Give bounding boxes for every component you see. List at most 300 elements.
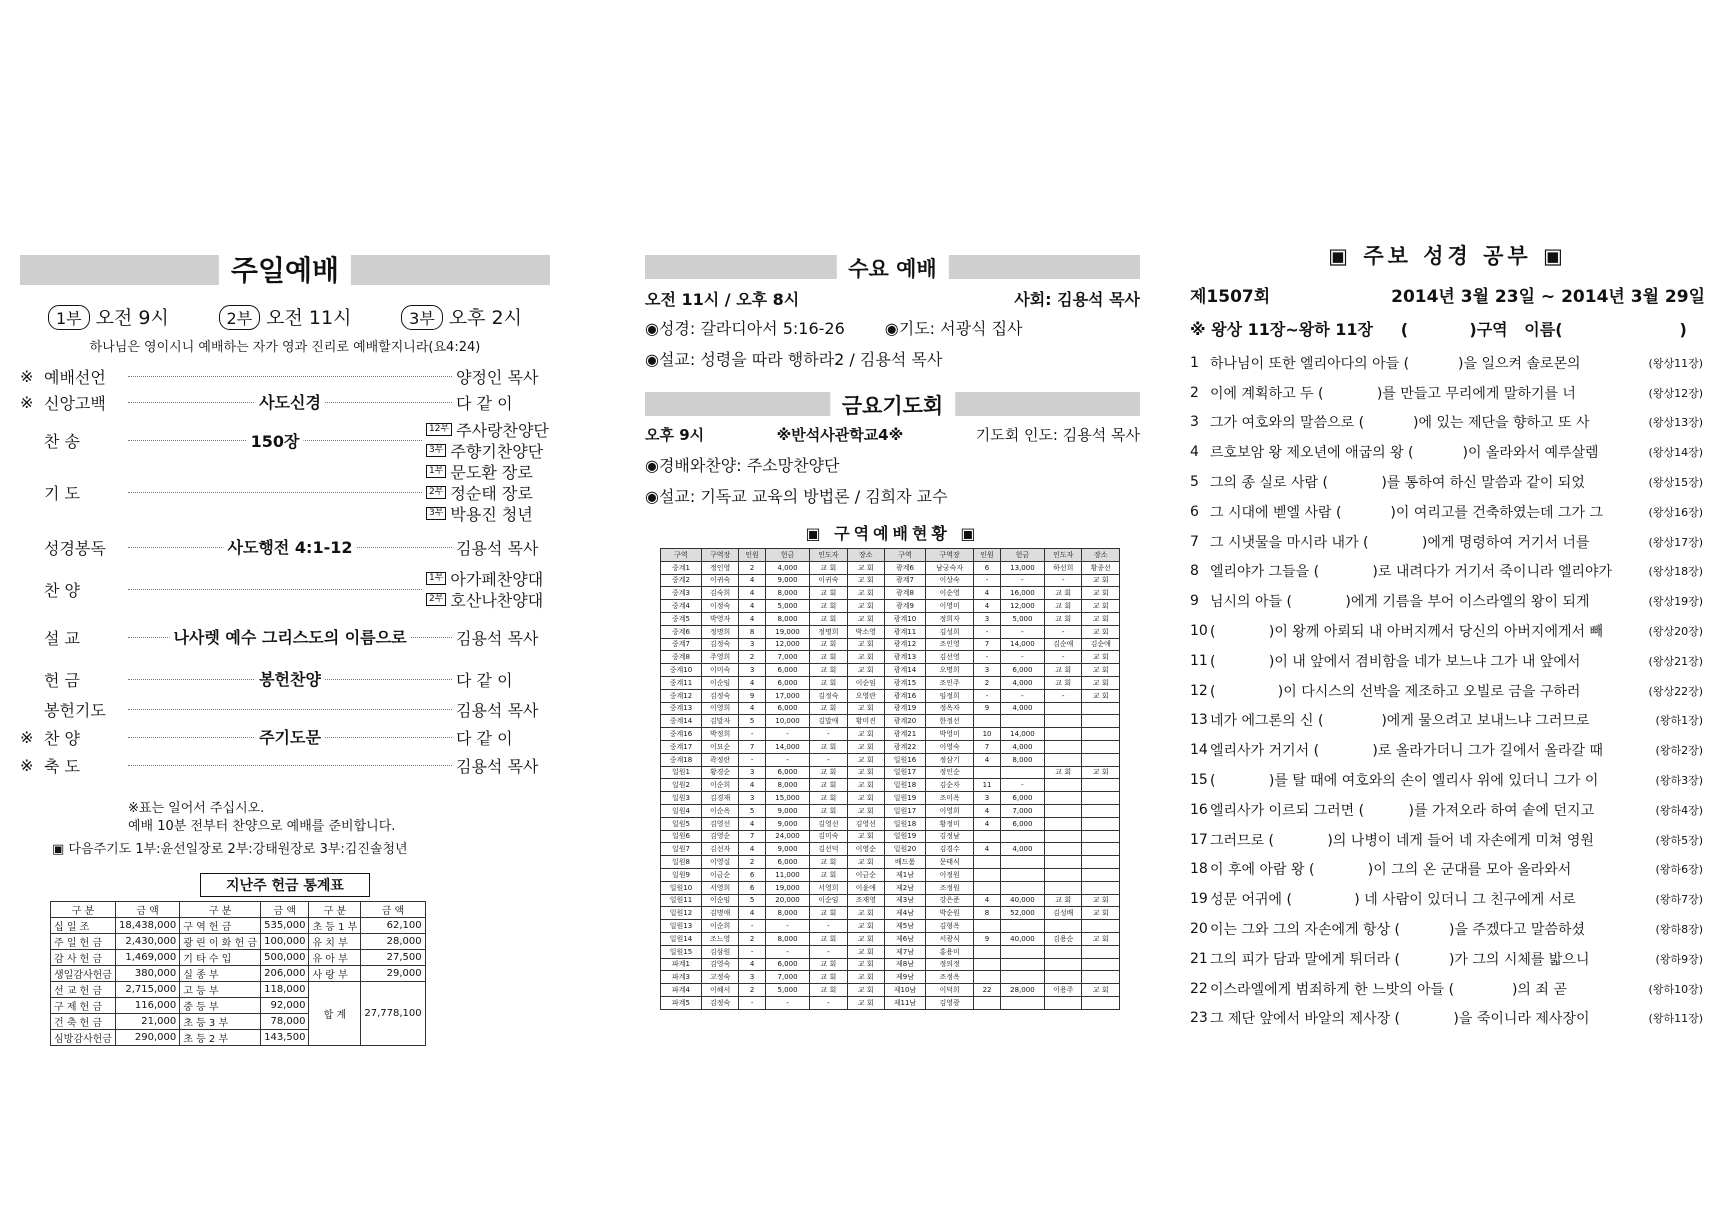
offering-amount: 116,000 [115, 998, 179, 1014]
time-2 [219, 303, 352, 330]
group-cell: 일원3 [661, 792, 702, 805]
group-cell: - [974, 625, 1001, 638]
group-cell: 교 회 [847, 984, 884, 997]
offering-category: 기 타 수 입 [180, 950, 261, 966]
group-cell: 교 회 [847, 651, 884, 664]
offering-amount: 380,000 [115, 966, 179, 982]
prayer-item [426, 503, 550, 524]
offering-amount: 100,000 [261, 934, 309, 950]
group-cell: 제1남 [885, 868, 926, 881]
fri-school: ※반석사관학교4※ [776, 426, 904, 444]
group-col-header: 헌금 [765, 549, 809, 562]
question-number: 8 [1190, 563, 1199, 580]
note-stand: ※표는 일어서 주십시오. [128, 801, 265, 816]
question-item [1190, 825, 1705, 855]
group-cell: 교 회 [810, 638, 847, 651]
group-cell [1000, 920, 1044, 933]
group-row [661, 792, 1120, 805]
fri-time: 오후 9시 [645, 426, 705, 444]
offering-amount: 29,000 [361, 966, 425, 982]
reading-row [20, 534, 550, 560]
group-cell: 중계13 [661, 702, 702, 715]
order-label: 신앙고백 [44, 393, 106, 413]
question-ref: (왕상21장) [1648, 654, 1703, 668]
group-cell: 교 회 [847, 702, 884, 715]
question-number: 4 [1190, 444, 1199, 461]
group-cell: 교 회 [847, 753, 884, 766]
col-header: 구 분 [51, 902, 116, 918]
group-cell: 중계10 [661, 664, 702, 677]
question-item [1190, 884, 1705, 914]
group-cell: 이영순 [847, 843, 884, 856]
group-cell [1082, 740, 1120, 753]
group-cell: 곽정란 [701, 753, 738, 766]
question-item [1190, 944, 1705, 974]
question-item [1190, 408, 1705, 438]
group-cell: - [974, 574, 1001, 587]
group-cell: 6 [974, 561, 1001, 574]
group-cell: 교 회 [847, 971, 884, 984]
order-row [20, 666, 550, 692]
time-text: 오전 9시 [95, 307, 169, 329]
praise-row [20, 568, 550, 610]
group-cell [974, 856, 1001, 869]
group-col-header: 인원 [974, 549, 1001, 562]
group-cell: 조인영 [925, 638, 973, 651]
question-text: 엘리사가 거기서 ( )로 올라가더니 그가 길에서 올라갈 때 [1210, 743, 1604, 760]
offering-amount: 143,500 [261, 1030, 309, 1046]
group-row [661, 894, 1120, 907]
prayer-list [426, 461, 550, 524]
group-cell: 서광식 [925, 932, 973, 945]
group-col-header: 구역장 [701, 549, 738, 562]
offering-category: 건 축 헌 금 [51, 1014, 116, 1030]
group-cell: 3 [739, 971, 766, 984]
group-cell: 조정옥 [925, 971, 973, 984]
leader-dots [128, 627, 452, 647]
leader-dots [128, 765, 452, 766]
fri-worship: ◉경배와찬양: 주소망찬양단 [645, 456, 840, 475]
offering-amount: 1,469,000 [115, 950, 179, 966]
group-cell: 2 [739, 856, 766, 869]
group-cell: 4 [739, 676, 766, 689]
group-cell: 서영희 [810, 881, 847, 894]
group-cell: - [765, 728, 809, 741]
group-cell [1045, 920, 1082, 933]
offering-title: 지난주 헌금 통계표 [200, 873, 370, 897]
prayer-person: 정순태 장로 [450, 484, 533, 503]
group-cell: 이혜서 [701, 984, 738, 997]
question-text: 엘리사가 이르되 그러면 ( )를 가져오라 하여 솥에 던지고 [1210, 802, 1595, 819]
group-cell: 14,000 [1000, 728, 1044, 741]
group-cell [974, 971, 1001, 984]
group-cell: 교 회 [1082, 907, 1120, 920]
question-item [1190, 735, 1705, 765]
group-row [661, 843, 1120, 856]
group-cell: 오영란 [847, 689, 884, 702]
service-tag: 2부 [426, 486, 446, 499]
group-cell: 11 [974, 779, 1001, 792]
group-cell: 4 [739, 958, 766, 971]
group-cell: 제9남 [885, 971, 926, 984]
group-cell [974, 715, 1001, 728]
group-row [661, 958, 1120, 971]
group-body [661, 549, 1120, 1010]
group-cell: 제7남 [885, 945, 926, 958]
group-cell [1045, 817, 1082, 830]
group-cell: - [765, 920, 809, 933]
question-list [1190, 348, 1705, 1033]
question-ref: (왕하2장) [1655, 744, 1703, 758]
wed-detail-row [645, 316, 1140, 339]
question-text: 그의 종 실로 사람 ( )를 통하여 하신 말씀과 같이 되었 [1210, 475, 1585, 492]
group-cell: 4 [739, 843, 766, 856]
group-cell: 김선덕 [810, 843, 847, 856]
group-row [661, 753, 1120, 766]
group-cell [1045, 792, 1082, 805]
group-cell: 교 회 [847, 766, 884, 779]
group-cell: 교 회 [847, 996, 884, 1009]
offering-category: 유 아 부 [309, 950, 361, 966]
group-cell: 8,000 [765, 587, 809, 600]
group-cell [1082, 996, 1120, 1009]
group-cell: 9,000 [765, 804, 809, 817]
group-cell: 교 회 [1045, 587, 1082, 600]
group-cell: 교 회 [1082, 664, 1120, 677]
group-cell: 광계14 [885, 664, 926, 677]
group-row [661, 932, 1120, 945]
group-cell [1082, 728, 1120, 741]
question-number: 15 [1190, 772, 1208, 789]
group-cell [1045, 715, 1082, 728]
group-cell: 이귀숙 [810, 574, 847, 587]
group-cell: 김선영 [925, 651, 973, 664]
order-person: 김용석 목사 [456, 700, 539, 720]
offering-category: 선 교 헌 금 [51, 982, 116, 998]
group-cell: 일원17 [885, 804, 926, 817]
group-cell: 김정남 [925, 830, 973, 843]
group-cell: 광계8 [885, 587, 926, 600]
group-cell: 정명희 [701, 625, 738, 638]
group-cell: 이묘순 [701, 740, 738, 753]
order-person: 다 같 이 [456, 728, 513, 748]
offering-category: 중 등 부 [180, 998, 261, 1014]
group-table [660, 548, 1120, 1010]
group-cell: 2 [739, 984, 766, 997]
group-cell: 4 [739, 702, 766, 715]
question-ref: (왕하4장) [1655, 803, 1703, 817]
prayer-item [426, 461, 550, 482]
group-cell: - [1045, 651, 1082, 664]
group-cell: 정인영 [701, 561, 738, 574]
offering-amount: 2,715,000 [115, 982, 179, 998]
question-ref: (왕하9장) [1655, 952, 1703, 966]
group-cell [1000, 715, 1044, 728]
leader-dots [128, 669, 452, 689]
group-cell: 52,000 [1000, 907, 1044, 920]
order-label: 설 교 [44, 628, 80, 648]
group-cell [1082, 702, 1120, 715]
group-cell: 12,000 [1000, 600, 1044, 613]
group-row [661, 702, 1120, 715]
group-cell: 김경재 [701, 792, 738, 805]
group-cell: 광계13 [885, 651, 926, 664]
group-cell: 김영순 [701, 830, 738, 843]
group-cell: 중계7 [661, 638, 702, 651]
group-col-header: 구역 [661, 549, 702, 562]
question-item [1190, 795, 1705, 825]
group-cell: 4 [974, 894, 1001, 907]
question-number: 13 [1190, 712, 1208, 729]
group-cell: - [974, 651, 1001, 664]
order-label: 기 도 [44, 484, 80, 503]
group-cell: 2 [739, 561, 766, 574]
group-cell: 김영숙 [701, 958, 738, 971]
group-cell: 이영희 [925, 804, 973, 817]
group-cell: 교 회 [847, 856, 884, 869]
prayer-item [426, 482, 550, 503]
group-row [661, 612, 1120, 625]
group-cell: 이순임 [701, 894, 738, 907]
group-cell: 이상숙 [925, 574, 973, 587]
offering-table [50, 901, 426, 1046]
group-cell: 14,000 [1000, 638, 1044, 651]
offering-category: 십 일 조 [51, 918, 116, 934]
order-person: 김용석 목사 [456, 538, 539, 558]
group-cell: 8,000 [1000, 753, 1044, 766]
group-cell: 이윤애 [847, 881, 884, 894]
group-cell: 28,000 [1000, 984, 1044, 997]
question-number: 3 [1190, 414, 1199, 431]
group-row [661, 651, 1120, 664]
group-cell: 김형옥 [925, 920, 973, 933]
group-row [661, 817, 1120, 830]
prayer-person: 박용진 청년 [450, 505, 533, 524]
group-cell: 이영미 [925, 600, 973, 613]
fri-sermon: ◉설교: 기독교 교육의 방법론 / 김희자 교수 [645, 487, 948, 506]
group-cell: 이순임 [810, 894, 847, 907]
group-cell: 제11남 [885, 996, 926, 1009]
leader-dots [128, 432, 422, 451]
group-cell: 6,000 [765, 766, 809, 779]
offering-row [51, 918, 426, 934]
order-label: 찬 송 [44, 431, 80, 451]
group-cell: 11,000 [765, 868, 809, 881]
offering-amount: 118,000 [261, 982, 309, 998]
group-cell: - [1000, 651, 1044, 664]
group-cell: 일원4 [661, 804, 702, 817]
leader-dots [128, 537, 452, 557]
offering-amount: 290,000 [115, 1030, 179, 1046]
hymn-row [20, 419, 550, 461]
group-row [661, 574, 1120, 587]
group-cell: 교 회 [1045, 600, 1082, 613]
sunday-title: 주일예배 [219, 249, 351, 289]
group-cell: 고정숙 [701, 971, 738, 984]
group-cell: 4 [739, 612, 766, 625]
group-cell: 교 회 [1082, 984, 1120, 997]
offering-category: 광 린 이 화 헌 금 [180, 934, 261, 950]
order-row [20, 389, 550, 415]
group-cell: 교 회 [810, 612, 847, 625]
group-row [661, 715, 1120, 728]
group-cell: 중계1 [661, 561, 702, 574]
group-cell: 교 회 [810, 971, 847, 984]
group-cell: 김용순 [1045, 932, 1082, 945]
order-row [20, 696, 550, 722]
group-cell: 15,000 [765, 792, 809, 805]
question-item [1190, 855, 1705, 885]
question-ref: (왕상17장) [1648, 535, 1703, 549]
question-ref: (왕하7장) [1655, 893, 1703, 907]
group-cell: 교 회 [847, 587, 884, 600]
order-row [20, 363, 550, 389]
group-cell: 중계16 [661, 728, 702, 741]
group-cell: 6,000 [765, 702, 809, 715]
group-cell: 4 [974, 843, 1001, 856]
group-cell: 22 [974, 984, 1001, 997]
group-cell: 임정희 [925, 689, 973, 702]
group-cell: 일원18 [885, 817, 926, 830]
order-row [20, 752, 550, 778]
order-content: 주기도문 [255, 725, 325, 748]
question-item [1190, 974, 1705, 1004]
group-cell: - [739, 753, 766, 766]
time-text: 오후 2시 [448, 307, 522, 329]
group-cell: 일원11 [661, 894, 702, 907]
total-amount: 27,778,100 [361, 982, 425, 1046]
group-cell: 교 회 [810, 868, 847, 881]
question-number: 23 [1190, 1010, 1208, 1027]
group-cell: 김영선 [810, 817, 847, 830]
group-cell: 5 [739, 715, 766, 728]
question-ref: (왕하3장) [1655, 774, 1703, 788]
group-title: ▣ 구역예배현황 ▣ [805, 524, 980, 543]
question-number: 12 [1190, 682, 1208, 699]
service-tag: 1부 [426, 465, 446, 478]
group-cell: 5 [739, 804, 766, 817]
offering-amount: 21,000 [115, 1014, 179, 1030]
offering-category: 감 사 헌 금 [51, 950, 116, 966]
group-cell [1000, 856, 1044, 869]
group-cell: 파계1 [661, 958, 702, 971]
offering-row [51, 950, 426, 966]
group-cell: 일원6 [661, 830, 702, 843]
group-cell: 4 [739, 779, 766, 792]
group-col-header: 장소 [1082, 549, 1120, 562]
group-cell: 파계3 [661, 971, 702, 984]
group-cell: 중계5 [661, 612, 702, 625]
group-cell: 이순영 [925, 587, 973, 600]
question-number: 16 [1190, 801, 1208, 818]
question-ref: (왕하11장) [1648, 1012, 1703, 1026]
group-cell: - [765, 996, 809, 1009]
group-cell: 일원17 [885, 766, 926, 779]
group-cell: 광계22 [885, 740, 926, 753]
group-cell: 황종선 [1082, 561, 1120, 574]
group-cell [1082, 881, 1120, 894]
group-cell [974, 766, 1001, 779]
group-cell: 김선자 [701, 843, 738, 856]
group-cell: 교 회 [1082, 587, 1120, 600]
group-cell: - [810, 945, 847, 958]
question-text: 하나님이 또한 엘리아다의 아들 ( )을 일으켜 솔로몬의 [1210, 355, 1581, 372]
service-tag: 2부 [426, 593, 446, 606]
group-cell: 조인주 [925, 676, 973, 689]
question-text: 그러므로 ( )의 나병이 네게 들어 네 자손에게 미쳐 영원 [1210, 832, 1594, 849]
group-cell: 교 회 [810, 932, 847, 945]
question-item [1190, 497, 1705, 527]
group-cell: 7 [739, 830, 766, 843]
group-cell: 교 회 [847, 740, 884, 753]
order-label: 축 도 [44, 756, 80, 776]
group-cell: 19,000 [765, 881, 809, 894]
time-1 [48, 303, 169, 330]
question-item [1190, 586, 1705, 616]
leader-dots [128, 589, 422, 590]
group-cell: 교 회 [847, 728, 884, 741]
group-cell: 교 회 [1082, 600, 1120, 613]
group-cell: - [810, 753, 847, 766]
group-cell [974, 868, 1001, 881]
group-cell: 정인순 [925, 766, 973, 779]
offering-row [51, 966, 426, 982]
group-cell: 교 회 [810, 856, 847, 869]
question-number: 20 [1190, 921, 1208, 938]
question-item [1190, 348, 1705, 378]
fri-title: 금요기도회 [830, 390, 955, 420]
group-cell: 광계19 [885, 702, 926, 715]
group-cell: - [1000, 689, 1044, 702]
group-cell [1082, 856, 1120, 869]
group-cell: 일원7 [661, 843, 702, 856]
offering-row [51, 934, 426, 950]
group-cell: 이영실 [701, 856, 738, 869]
group-row [661, 676, 1120, 689]
group-cell: 14,000 [765, 740, 809, 753]
group-cell: - [810, 728, 847, 741]
group-cell: 제6남 [885, 932, 926, 945]
group-cell [1082, 971, 1120, 984]
group-cell: 광계15 [885, 676, 926, 689]
group-cell: 4 [974, 817, 1001, 830]
col-header: 금 액 [361, 902, 425, 918]
group-cell: 4 [739, 817, 766, 830]
group-cell: 6,000 [765, 856, 809, 869]
wed-scripture: ◉성경: 갈라디아서 5:16-26 [645, 319, 845, 338]
group-cell: 박소영 [847, 625, 884, 638]
group-cell: 8 [974, 907, 1001, 920]
choir-name: 주사랑찬양단 [456, 421, 549, 440]
fri-header-bar [645, 392, 1140, 416]
group-cell: 교 회 [847, 574, 884, 587]
group-cell [1082, 868, 1120, 881]
group-cell: - [1000, 574, 1044, 587]
question-text: 르호보암 왕 제오년에 애굽의 왕 ( )이 올라와서 예루살렘 [1210, 445, 1599, 462]
question-ref: (왕하10장) [1648, 982, 1703, 996]
group-cell: 파계4 [661, 984, 702, 997]
group-cell: 이순희 [701, 920, 738, 933]
group-cell: 교 회 [1082, 574, 1120, 587]
group-cell [1082, 817, 1120, 830]
group-cell: 황경순 [701, 766, 738, 779]
question-item [1190, 1004, 1705, 1034]
leader-dots [128, 709, 452, 710]
next-week-prayer: ▣ 다음주기도 1부:윤선일장로 2부:강태원장로 3부:김진솔청년 [52, 842, 408, 857]
group-cell: 4 [974, 600, 1001, 613]
group-cell: 교 회 [1082, 894, 1120, 907]
group-cell: 이정원 [925, 868, 973, 881]
